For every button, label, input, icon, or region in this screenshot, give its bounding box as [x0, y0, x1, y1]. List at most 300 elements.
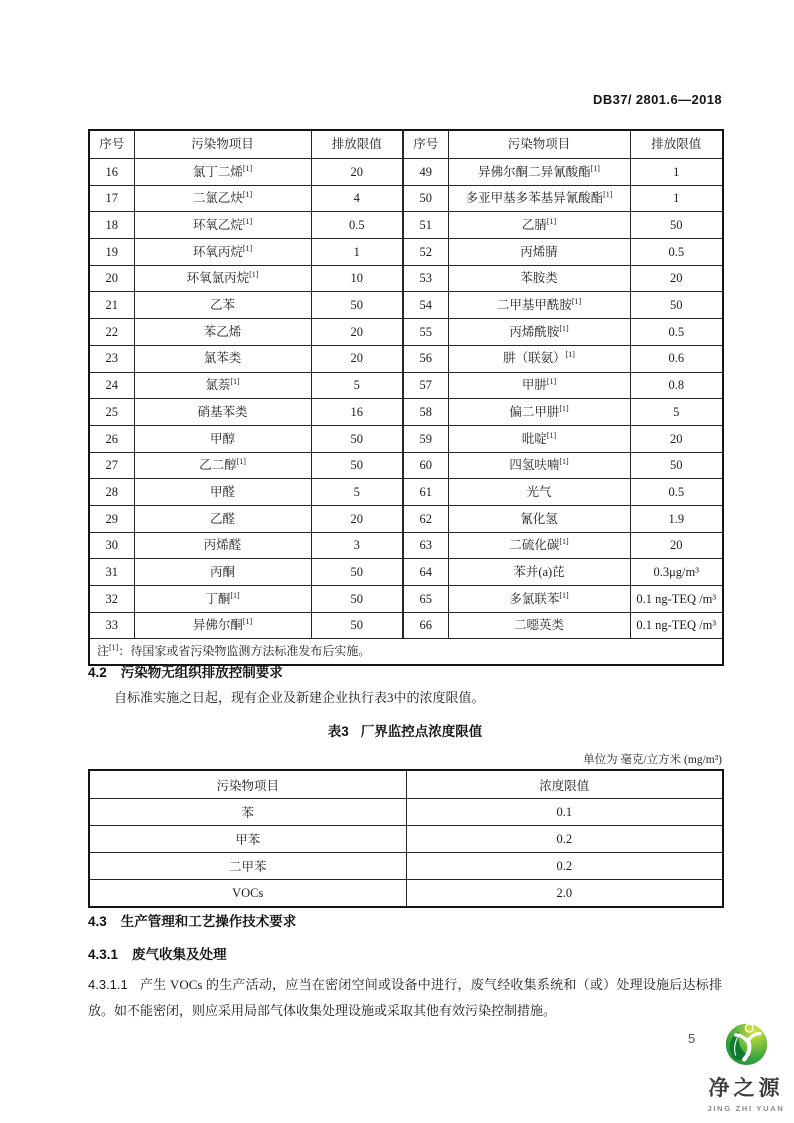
- emission-limit-text: 3: [353, 538, 360, 553]
- emission-limit: [311, 212, 403, 239]
- row-no: [89, 265, 134, 292]
- emission-limit-text: 50: [350, 431, 363, 446]
- emission-limit: [311, 372, 403, 399]
- pollutant-name: [448, 452, 630, 479]
- col-header-no-right: 序号: [403, 130, 448, 159]
- footnote-marker: [1]: [559, 323, 569, 333]
- emission-limit: [311, 345, 403, 372]
- pollutant-name: [134, 532, 311, 559]
- emission-limit: [630, 372, 723, 399]
- pollutant-name: [448, 425, 630, 452]
- pollutant-name-text: 环氧丙烷: [192, 244, 243, 259]
- emission-limit-text: 0.6: [668, 351, 685, 366]
- row-no-text: 56: [419, 351, 432, 366]
- emission-limit: [311, 319, 403, 346]
- row-no: [89, 479, 134, 506]
- pollutant-name: [448, 185, 630, 212]
- pollutant-name: [134, 159, 311, 186]
- row-no-text: 49: [419, 164, 432, 179]
- row-no: [89, 505, 134, 532]
- emission-limit: [630, 265, 723, 292]
- row-no: [89, 345, 134, 372]
- footnote-marker: [1]: [603, 190, 613, 200]
- emission-limit: [630, 399, 723, 426]
- pollutant-name: [448, 265, 630, 292]
- pollutant-name: [448, 292, 630, 319]
- footnote-marker: [1]: [559, 403, 569, 413]
- row-no: [89, 212, 134, 239]
- emission-limit-text: 5: [353, 484, 360, 499]
- row-no: [403, 185, 448, 212]
- row-no: [89, 452, 134, 479]
- row-no: [403, 559, 448, 586]
- row-no-text: 66: [419, 618, 432, 633]
- footnote-sup: [1]: [109, 642, 119, 652]
- row-no-text: 23: [105, 351, 118, 366]
- row-no-text: 65: [419, 591, 432, 606]
- footnote-marker: [1]: [565, 350, 575, 360]
- emission-limit: [630, 532, 723, 559]
- emission-limit: [630, 425, 723, 452]
- emission-limit: [311, 559, 403, 586]
- row-no: [403, 212, 448, 239]
- pollutant-name: [448, 212, 630, 239]
- row-no-text: 64: [419, 564, 432, 579]
- table-row: [89, 399, 723, 426]
- pollutant-name: [134, 452, 311, 479]
- col-header-no-left: 序号: [89, 130, 134, 159]
- emission-limit-text: 1: [673, 164, 680, 179]
- concentration-limit: 0.2: [406, 853, 723, 880]
- table-row: [89, 159, 723, 186]
- table-row: [89, 265, 723, 292]
- emission-limit: [630, 319, 723, 346]
- table3-caption-title: 厂界监控点浓度限值: [360, 724, 483, 739]
- footnote-text: ：待国家或省污染物监测方法标准发布后实施。: [118, 643, 371, 658]
- table-row: [89, 319, 723, 346]
- footnote-marker: [1]: [571, 296, 582, 306]
- emission-limit-text: 5: [353, 378, 360, 393]
- emission-limit-text: 20: [670, 271, 683, 286]
- row-no: [403, 319, 448, 346]
- section-4-2-title: 污染物无组织排放控制要求: [120, 665, 283, 680]
- pollutant-name-text: 甲醇: [209, 431, 235, 446]
- pollutant-name-text: 偏二甲肼: [509, 404, 560, 419]
- row-no: [403, 292, 448, 319]
- pollutant-name-text: 乙醛: [209, 511, 235, 526]
- emission-limit: [311, 265, 403, 292]
- emission-limit-text: 50: [350, 564, 363, 579]
- pollutant-name: [448, 586, 630, 613]
- emission-limit-text: 50: [350, 591, 363, 606]
- emission-limit-text: 0.5: [668, 244, 685, 259]
- row-no: [89, 425, 134, 452]
- emission-limit-text: 50: [670, 218, 683, 233]
- section-4-3-1-title: 废气收集及处理: [132, 947, 227, 962]
- table3-caption-label: 表3: [327, 724, 349, 739]
- table3-col-pollutant: 污染物项目: [89, 770, 406, 799]
- table-row: [89, 826, 723, 853]
- table3-unit-note: 单位为 毫克/立方米 (mg/m³): [583, 754, 722, 766]
- pollutant-name-text: 异佛尔酮二异氰酸酯: [478, 164, 591, 179]
- logo-name-en: JING ZHI YUAN: [707, 1104, 785, 1113]
- row-no-text: 55: [419, 324, 432, 339]
- pollutant-name: [134, 559, 311, 586]
- pollutant-name: [134, 612, 311, 639]
- row-no-text: 16: [105, 164, 118, 179]
- pollutant-name: [134, 265, 311, 292]
- row-no-text: 50: [419, 191, 432, 206]
- table3-col-limit: 浓度限值: [406, 770, 723, 799]
- pollutant-name-text: 丙烯腈: [520, 244, 558, 259]
- emission-limit-text: 50: [670, 298, 683, 313]
- table-row: [89, 452, 723, 479]
- pollutant-name: [448, 559, 630, 586]
- section-4-2-number: 4.2: [88, 665, 107, 680]
- emission-limit: [311, 532, 403, 559]
- section-4-3-title: 生产管理和工艺操作技术要求: [120, 914, 297, 929]
- emission-limit-text: 20: [670, 538, 683, 553]
- pollutant-name: [134, 479, 311, 506]
- emission-limit: [630, 212, 723, 239]
- row-no: [403, 612, 448, 639]
- section-4-2-heading: [88, 661, 283, 681]
- emission-limit-text: 0.1 ng-TEQ /m³: [636, 618, 717, 633]
- pollutant-name: 苯: [89, 799, 406, 826]
- pollutant-name-text: 四氢呋喃: [509, 458, 560, 473]
- section-4-3-1-1-body: 产生 VOCs 的生产活动，应当在密闭空间或设备中进行，废气经收集系统和（或）处理设施后达标排放。如不能密闭，则应采用局部气体收集处理设施或采取其他有效污染控制措施。: [88, 977, 722, 1018]
- pollutant-name-text: 甲肼: [521, 378, 547, 393]
- row-no: [89, 532, 134, 559]
- footnote-marker: [1]: [242, 617, 253, 627]
- emission-limit-text: 10: [350, 271, 363, 286]
- emission-limit: [630, 505, 723, 532]
- pollutant-name: [134, 505, 311, 532]
- table-row: [89, 532, 723, 559]
- pollutant-name: [134, 586, 311, 613]
- emission-limit-text: 16: [350, 404, 363, 419]
- footnote-marker: [1]: [230, 377, 240, 386]
- pollutant-name: [448, 372, 630, 399]
- pollutant-name-text: 丙烯酰胺: [509, 324, 560, 339]
- company-logo: [700, 1019, 792, 1113]
- row-no: [89, 399, 134, 426]
- table-row: [89, 479, 723, 506]
- row-no: [89, 159, 134, 186]
- pollutant-name: [448, 532, 630, 559]
- emission-limit: [311, 399, 403, 426]
- pollutant-name-text: 光气: [526, 484, 552, 499]
- row-no: [403, 532, 448, 559]
- footnote-marker: [1]: [242, 190, 253, 200]
- table-row: [89, 185, 723, 212]
- row-no: [403, 479, 448, 506]
- table-row: [89, 372, 723, 399]
- footnote-marker: [1]: [242, 216, 253, 226]
- pollutant-name: [134, 319, 311, 346]
- emission-limit-text: 20: [350, 511, 363, 526]
- pollutant-name: [134, 292, 311, 319]
- pollutant-emission-table: [88, 129, 724, 666]
- pollutant-name-text: 二硫化碳: [509, 538, 560, 553]
- row-no: [403, 239, 448, 266]
- concentration-limit: 2.0: [406, 880, 723, 908]
- col-header-limit-right: 排放限值: [630, 130, 723, 159]
- emission-limit-text: 0.1 ng-TEQ /m³: [636, 591, 717, 606]
- emission-limit: [630, 479, 723, 506]
- section-4-3-heading: [88, 910, 296, 930]
- emission-limit: [630, 559, 723, 586]
- row-no-text: 63: [419, 538, 432, 553]
- row-no-text: 53: [419, 271, 432, 286]
- pollutant-name-text: 丁酮: [205, 591, 231, 606]
- row-no-text: 59: [419, 431, 432, 446]
- emission-limit: [311, 159, 403, 186]
- pollutant-name-text: 异佛尔酮: [192, 618, 243, 633]
- row-no-text: 25: [105, 404, 118, 419]
- row-no-text: 62: [419, 511, 432, 526]
- row-no: [403, 505, 448, 532]
- emission-limit-text: 0.5: [348, 218, 365, 233]
- emission-limit: [630, 239, 723, 266]
- emission-limit: [311, 479, 403, 506]
- row-no: [89, 612, 134, 639]
- row-no: [89, 292, 134, 319]
- pollutant-name: VOCs: [89, 880, 406, 908]
- row-no-text: 57: [419, 378, 432, 393]
- pollutant-name-text: 丙烯醛: [203, 538, 242, 553]
- pollutant-name-text: 氰化氢: [520, 511, 558, 526]
- section-4-3-number: 4.3: [88, 914, 107, 929]
- footnote-marker: [1]: [546, 377, 557, 386]
- concentration-limit: 0.2: [406, 826, 723, 853]
- pollutant-name: [448, 319, 630, 346]
- emission-limit: [311, 452, 403, 479]
- pollutant-name: [134, 345, 311, 372]
- footnote-marker: [1]: [559, 457, 569, 467]
- pollutant-name-text: 氯丁二烯: [192, 164, 243, 179]
- pollutant-name-text: 氯萘: [205, 378, 231, 393]
- pollutant-name: 甲苯: [89, 826, 406, 853]
- boundary-table-body: [89, 799, 723, 908]
- pollutant-name: [448, 239, 630, 266]
- emission-limit-text: 1: [673, 191, 680, 206]
- table-row: [89, 586, 723, 613]
- emission-limit-text: 0.5: [668, 484, 685, 499]
- section-4-3-1-1-number: 4.3.1.1: [88, 977, 128, 992]
- section-4-3-1-number: 4.3.1: [88, 947, 119, 962]
- table-row: [89, 799, 723, 826]
- pollutant-name: [134, 399, 311, 426]
- emission-limit-text: 0.5: [668, 324, 685, 339]
- row-no: [89, 559, 134, 586]
- row-no: [403, 399, 448, 426]
- footnote-prefix: 注: [97, 643, 110, 658]
- emission-limit-text: 4: [353, 191, 360, 206]
- row-no-text: 22: [105, 324, 118, 339]
- pollutant-name-text: 硝基苯类: [197, 404, 248, 419]
- pollutant-name-text: 甲醛: [209, 484, 235, 499]
- pollutant-name: [448, 479, 630, 506]
- emission-limit-text: 20: [350, 164, 363, 179]
- emission-limit-text: 50: [670, 458, 683, 473]
- doc-number: DB37/ 2801.6—2018: [593, 92, 722, 107]
- pollutant-name-text: 苯乙烯: [203, 324, 242, 339]
- logo-name-cn: 净之源: [708, 1077, 784, 1100]
- footnote-marker: [1]: [559, 537, 569, 547]
- pollutant-name-text: 乙腈: [521, 218, 547, 233]
- emission-limit-text: 50: [350, 618, 363, 633]
- emission-limit-text: 20: [350, 324, 363, 339]
- table3-caption: [88, 720, 722, 740]
- row-no: [403, 265, 448, 292]
- pollutant-name: [134, 239, 311, 266]
- pollutant-name: 二甲苯: [89, 853, 406, 880]
- emission-limit-text: 0.3μg/m³: [653, 564, 700, 579]
- pollutant-name-text: 苯并(a)芘: [513, 564, 565, 579]
- pollutant-name-text: 氯苯类: [203, 351, 242, 366]
- pollutant-name: [448, 612, 630, 639]
- row-no-text: 60: [419, 458, 432, 473]
- pollutant-name-text: 二氯乙炔: [192, 191, 243, 206]
- row-no-text: 58: [419, 404, 432, 419]
- row-no: [89, 586, 134, 613]
- row-no-text: 52: [419, 244, 432, 259]
- pollutant-name: [448, 399, 630, 426]
- row-no-text: 51: [419, 218, 432, 233]
- row-no-text: 31: [105, 564, 118, 579]
- emission-limit-text: 20: [350, 351, 363, 366]
- footnote-marker: [1]: [242, 163, 253, 173]
- row-no-text: 19: [105, 244, 118, 259]
- emission-limit: [630, 452, 723, 479]
- footnote-marker: [1]: [559, 590, 569, 600]
- row-no-text: 61: [419, 484, 432, 499]
- emission-limit: [311, 239, 403, 266]
- pollutant-name-text: 肼（联氨）: [503, 351, 566, 366]
- page-number: 5: [688, 1031, 696, 1046]
- leaf-person-logo-icon: [723, 1019, 770, 1066]
- row-no-text: 33: [105, 618, 118, 633]
- row-no-text: 28: [105, 484, 118, 499]
- col-header-pollutant-left: 污染物项目: [134, 130, 311, 159]
- table-row: [89, 212, 723, 239]
- emission-limit-text: 20: [670, 431, 683, 446]
- table-row: [89, 559, 723, 586]
- row-no: [403, 425, 448, 452]
- pollutant-name: [134, 425, 311, 452]
- row-no: [403, 345, 448, 372]
- pollutant-table-body: [89, 159, 723, 639]
- row-no-text: 24: [105, 378, 118, 393]
- row-no: [89, 319, 134, 346]
- row-no-text: 29: [105, 511, 118, 526]
- row-no-text: 21: [105, 298, 118, 313]
- row-no-text: 18: [105, 218, 118, 233]
- pollutant-name-text: 乙苯: [209, 298, 235, 313]
- footnote-marker: [1]: [590, 163, 600, 173]
- footnote-marker: [1]: [249, 270, 259, 280]
- pollutant-name: [134, 212, 311, 239]
- row-no: [403, 372, 448, 399]
- emission-limit: [311, 185, 403, 212]
- pollutant-name-text: 苯胺类: [520, 271, 558, 286]
- emission-limit: [311, 505, 403, 532]
- pollutant-name: [134, 185, 311, 212]
- row-no-text: 30: [105, 538, 118, 553]
- emission-limit: [630, 159, 723, 186]
- row-no-text: 27: [105, 458, 118, 473]
- emission-limit-text: 0.8: [668, 378, 685, 393]
- pollutant-name: [134, 372, 311, 399]
- row-no-text: 26: [105, 431, 118, 446]
- emission-limit-text: 1: [353, 244, 360, 259]
- table-row: [89, 425, 723, 452]
- pollutant-name-text: 多氯联苯: [509, 591, 560, 606]
- section-4-3-1-1-paragraph: [88, 972, 722, 1024]
- row-no: [403, 159, 448, 186]
- col-header-limit-left: 排放限值: [311, 130, 403, 159]
- row-no: [89, 372, 134, 399]
- pollutant-name-text: 多亚甲基多苯基异氰酸酯: [465, 191, 604, 206]
- footnote-marker: [1]: [242, 243, 253, 253]
- row-no-text: 20: [105, 271, 118, 286]
- row-no-text: 54: [419, 298, 432, 313]
- emission-limit: [311, 292, 403, 319]
- emission-limit: [311, 586, 403, 613]
- table-row: [89, 505, 723, 532]
- section-4-3-1-heading: [88, 943, 227, 963]
- pollutant-name: [448, 505, 630, 532]
- emission-limit: [630, 292, 723, 319]
- emission-limit-text: 50: [350, 458, 363, 473]
- row-no: [403, 452, 448, 479]
- pollutant-name-text: 丙酮: [209, 564, 235, 579]
- table-row: [89, 880, 723, 908]
- row-no: [403, 586, 448, 613]
- pollutant-name-text: 环氧乙烷: [192, 218, 243, 233]
- pollutant-name-text: 吡啶: [521, 431, 547, 446]
- emission-limit-text: 50: [350, 298, 363, 313]
- boundary-limit-table: [88, 769, 724, 908]
- table-header-row: [89, 130, 723, 159]
- table-row: [89, 345, 723, 372]
- row-no: [89, 185, 134, 212]
- pollutant-name-text: 乙二醇: [199, 458, 237, 473]
- emission-limit: [630, 586, 723, 613]
- pollutant-name-text: 环氧氯丙烷: [186, 271, 250, 286]
- emission-limit: [630, 612, 723, 639]
- footnote-marker: [1]: [230, 590, 240, 600]
- table-row: [89, 239, 723, 266]
- section-4-2-paragraph: 自标准实施之日起，现有企业及新建企业执行表3中的浓度限值。: [114, 690, 485, 705]
- row-no: [89, 239, 134, 266]
- emission-limit: [311, 612, 403, 639]
- row-no-text: 17: [105, 191, 118, 206]
- footnote-marker: [1]: [546, 430, 557, 440]
- footnote-marker: [1]: [236, 457, 246, 467]
- pollutant-name: [448, 159, 630, 186]
- table-row: [89, 853, 723, 880]
- emission-limit: [630, 345, 723, 372]
- pollutant-name-text: 二噁英类: [513, 618, 564, 633]
- row-no-text: 32: [105, 591, 118, 606]
- table-row: [89, 292, 723, 319]
- emission-limit-text: 5: [673, 404, 680, 419]
- concentration-limit: 0.1: [406, 799, 723, 826]
- col-header-pollutant-right: 污染物项目: [448, 130, 630, 159]
- emission-limit: [630, 185, 723, 212]
